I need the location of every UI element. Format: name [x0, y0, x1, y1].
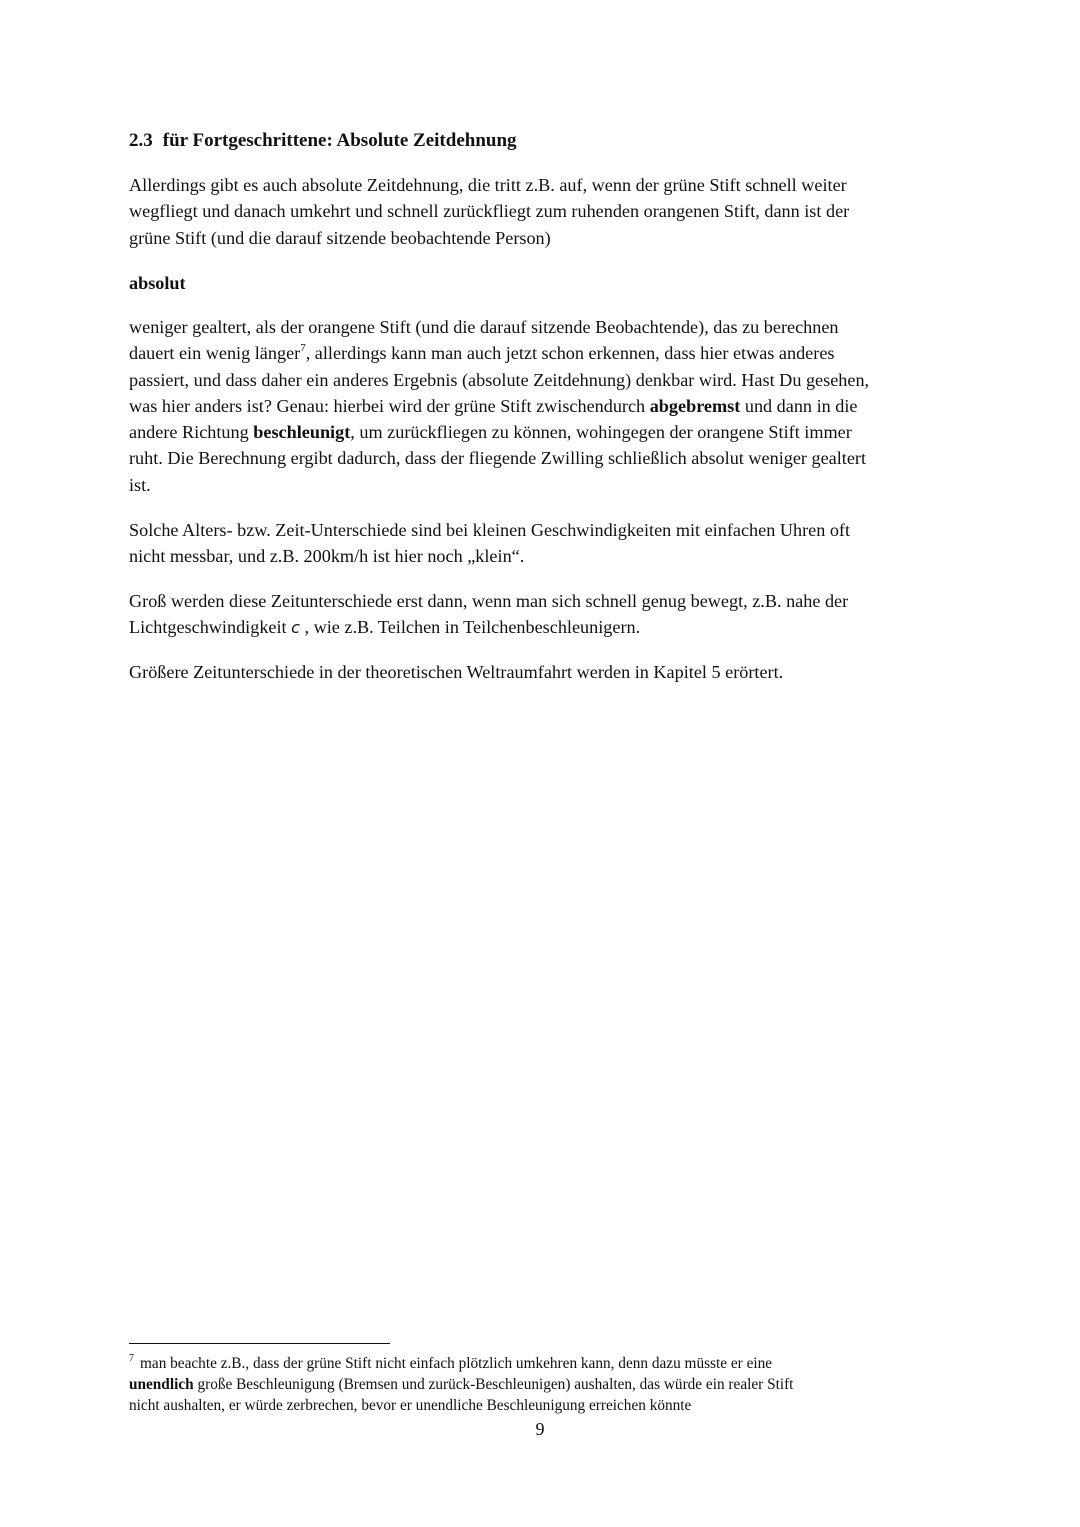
- text-segment: Lichtgeschwindigkeit: [129, 617, 292, 638]
- text-line: weniger gealtert, als der orangene Stift (und die darauf sitzende Beobachtende), das zu berechnen: [129, 317, 839, 337]
- text-line: [129, 419, 959, 445]
- text-line: [129, 614, 959, 641]
- paragraph-space-travel: [129, 659, 959, 685]
- text-line: ruht. Die Berechnung ergibt dadurch, dass der fliegende Zwilling schließlich absolut weniger gealtert: [129, 448, 867, 469]
- section-heading: [129, 129, 517, 153]
- text-line: absolut: [129, 273, 186, 293]
- text-segment: dauert ein wenig länger: [129, 343, 301, 364]
- text-line: Solche Alters- bzw. Zeit-Unterschiede sind bei kleinen Geschwindigkeiten mit einfachen Uhren oft: [129, 520, 851, 540]
- text-segment: man beachte z.B., dass der grüne Stift nicht einfach plötzlich umkehren kann, denn dazu müsste er eine: [140, 1355, 773, 1372]
- footnote: [129, 1353, 959, 1417]
- text-line: Größere Zeitunterschiede in der theoretischen Weltraumfahrt werden in Kapitel 5 erörtert.: [129, 662, 784, 682]
- footnote-line: nicht aushalten, er würde zerbrechen, bevor er unendliche Beschleunigung erreichen könnte: [129, 1397, 692, 1415]
- text-segment: andere Richtung: [129, 422, 254, 443]
- text-segment: und dann in die: [740, 395, 858, 416]
- absolut-label: [129, 270, 959, 296]
- bold-term-beschleunigt: beschleunigt: [253, 422, 351, 443]
- footnote-line: [129, 1353, 959, 1374]
- paragraph-small-speeds: [129, 517, 959, 570]
- footnote-line: [129, 1374, 959, 1395]
- text-segment: was hier anders ist? Genau: hierbei wird der grüne Stift zwischendurch: [129, 395, 650, 416]
- text-line: [129, 393, 959, 419]
- text-line: ist.: [129, 474, 151, 495]
- footnote-reference[interactable]: 7: [300, 342, 306, 355]
- section-title: für Fortgeschrittene: Absolute Zeitdehnung: [162, 130, 517, 151]
- text-line: grüne Stift (und die darauf sitzende beobachtende Person): [129, 227, 551, 248]
- footnote-marker: 7: [129, 1353, 134, 1364]
- paragraph-intro: [129, 172, 959, 251]
- text-line: Groß werden diese Zeitunterschiede erst dann, wenn man sich schnell genug bewegt, z.B. nahe der: [129, 591, 849, 611]
- text-segment: , allerdings kann man auch jetzt schon erkennen, dass hier etwas anderes: [305, 343, 835, 364]
- text-segment: , wie z.B. Teilchen in Teilchenbeschleunigern.: [299, 617, 641, 638]
- text-line: Allerdings gibt es auch absolute Zeitdehnung, die tritt z.B. auf, wenn der grüne Stift schnell weiter: [129, 175, 847, 195]
- text-line: nicht messbar, und z.B. 200km/h ist hier noch „klein“.: [129, 546, 525, 567]
- footnote-divider: [129, 1343, 390, 1344]
- paragraph-explanation: [129, 314, 959, 498]
- paragraph-light-speed: [129, 588, 959, 642]
- variable-c: c: [291, 618, 300, 638]
- text-segment: große Beschleunigung (Bremsen und zurück-Beschleunigen) aushalten, das würde ein realer Stift: [193, 1376, 794, 1394]
- text-line: [129, 340, 959, 366]
- page-number: 9: [535, 1419, 545, 1439]
- bold-term-unendlich: unendlich: [129, 1376, 194, 1394]
- document-page: [129, 0, 959, 1527]
- text-segment: , um zurückfliegen zu können, wohingegen der orangene Stift immer: [350, 422, 852, 443]
- bold-term-abgebremst: abgebremst: [649, 395, 741, 416]
- text-line: wegfliegt und danach umkehrt und schnell zurückfliegt zum ruhenden orangenen Stift, dann ist der: [129, 201, 850, 222]
- section-number: 2.3: [129, 130, 153, 151]
- text-line: passiert, und dass daher ein anderes Ergebnis (absolute Zeitdehnung) denkbar wird. Hast Du gesehen,: [129, 369, 870, 390]
